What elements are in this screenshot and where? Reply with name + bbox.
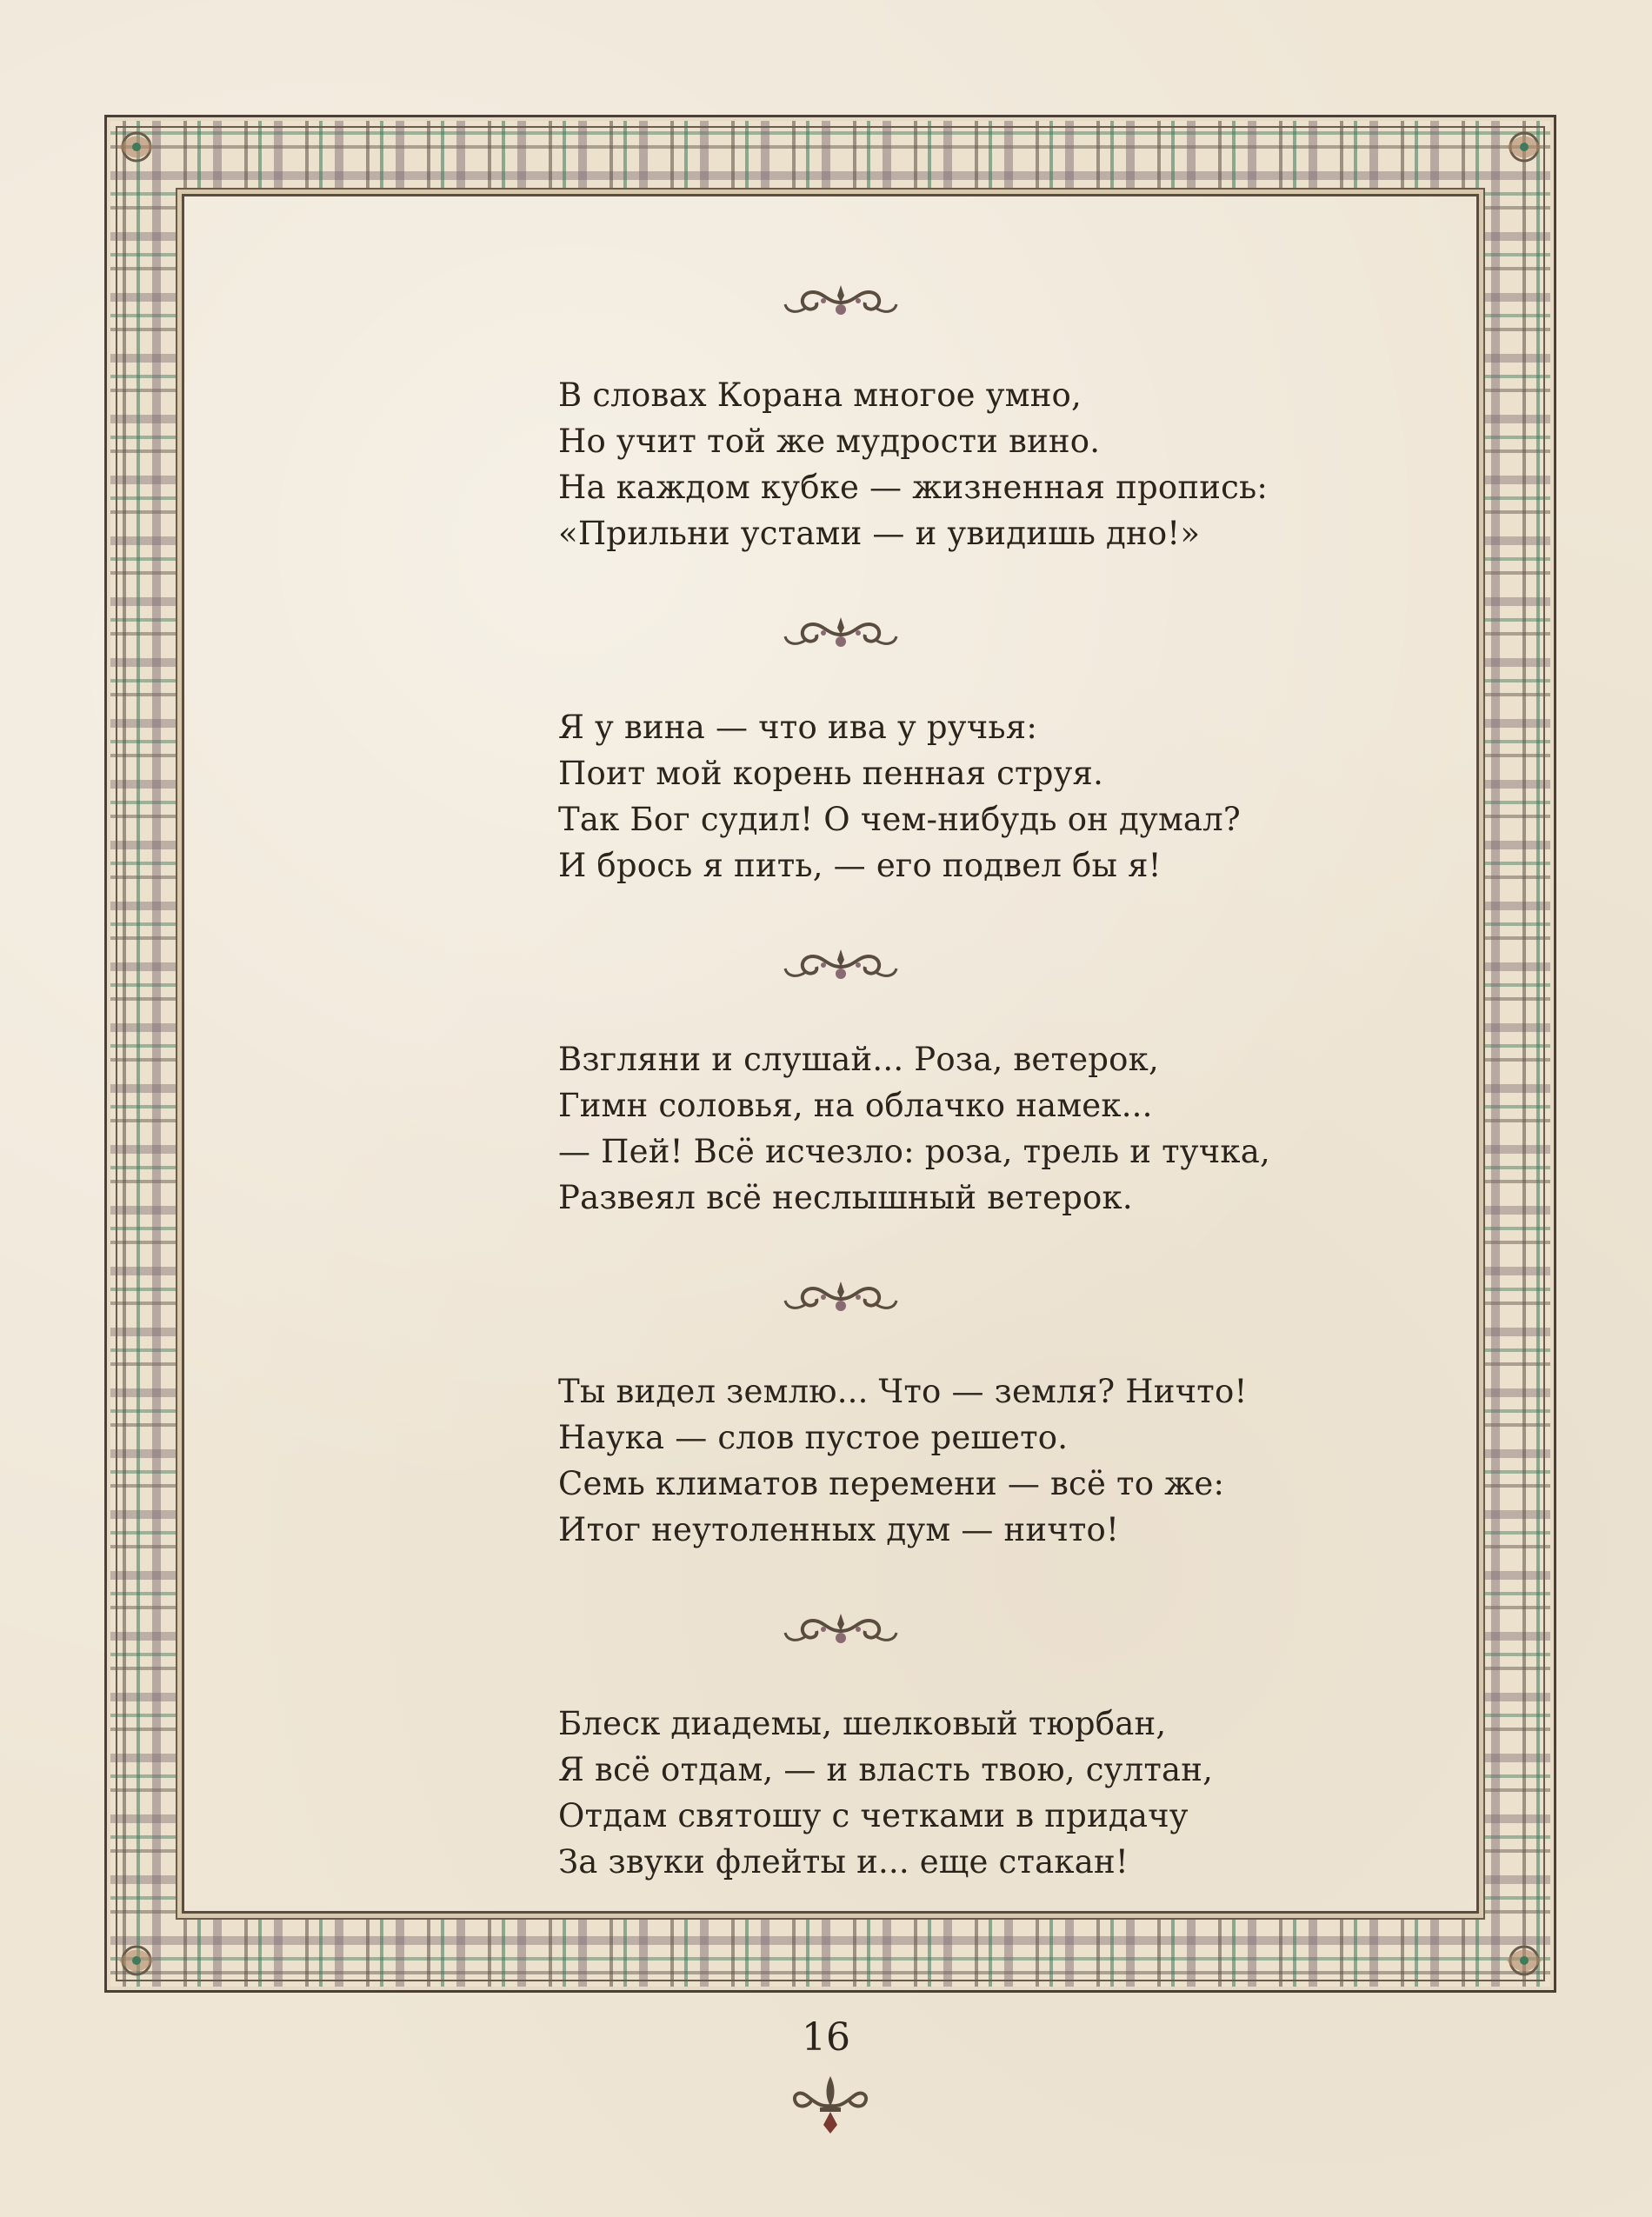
verse-line: Наука — слов пустое решето.: [558, 1419, 1069, 1456]
verse-line: Отдам святошу с четками в придачу: [558, 1797, 1189, 1834]
page-number: 16: [802, 2015, 850, 2060]
vignette-icon: [780, 1605, 902, 1654]
verse-line: Семь климатов перемени — всё то же:: [558, 1465, 1225, 1502]
vignette-icon: [780, 276, 902, 325]
poem: [558, 276, 1341, 1885]
vignette-icon: [780, 1273, 902, 1322]
stanza: [558, 1368, 1341, 1553]
vignette-icon: [780, 941, 902, 989]
stanza: [558, 1036, 1341, 1221]
verse-line: Так Бог судил! О чем-нибудь он думал?: [558, 801, 1241, 838]
verse-line: В словах Корана многое умно,: [558, 376, 1082, 414]
corner-ornament-icon: [110, 1917, 180, 1987]
verse-line: Развеял всё неслышный ветерок.: [558, 1179, 1133, 1216]
fleur-de-lis-icon: [787, 2069, 874, 2139]
verse-line: Я у вина — что ива у ручья:: [558, 709, 1037, 746]
stanza: [558, 704, 1341, 889]
verse-line: Гимн соловья, на облачко намек...: [558, 1087, 1153, 1124]
verse-line: За звуки флейты и... еще стакан!: [558, 1843, 1129, 1881]
verse-line: Блеск диадемы, шелковый тюрбан,: [558, 1705, 1167, 1742]
corner-ornament-icon: [1481, 121, 1550, 190]
verse-line: Итог неутоленных дум — ничто!: [558, 1511, 1120, 1548]
verse-line: «Прильни устами — и увидишь дно!»: [558, 515, 1201, 552]
verse-line: И брось я пить, — его подвел бы я!: [558, 847, 1162, 884]
verse-line: Ты видел землю... Что — земля? Ничто!: [558, 1373, 1248, 1410]
verse-line: Я всё отдам, — и власть твою, султан,: [558, 1751, 1214, 1788]
verse-line: Но учит той же мудрости вино.: [558, 423, 1101, 460]
verse-line: Поит мой корень пенная струя.: [558, 755, 1104, 792]
verse-line: — Пей! Всё исчезло: роза, трель и тучка,: [558, 1133, 1270, 1170]
stanza: [558, 372, 1341, 556]
stanza: [558, 1701, 1341, 1885]
verse-line: На каждом кубке — жизненная пропись:: [558, 469, 1269, 506]
corner-ornament-icon: [110, 121, 180, 190]
verse-line: Взгляни и слушай... Роза, ветерок,: [558, 1041, 1159, 1078]
vignette-icon: [780, 609, 902, 657]
corner-ornament-icon: [1481, 1917, 1550, 1987]
